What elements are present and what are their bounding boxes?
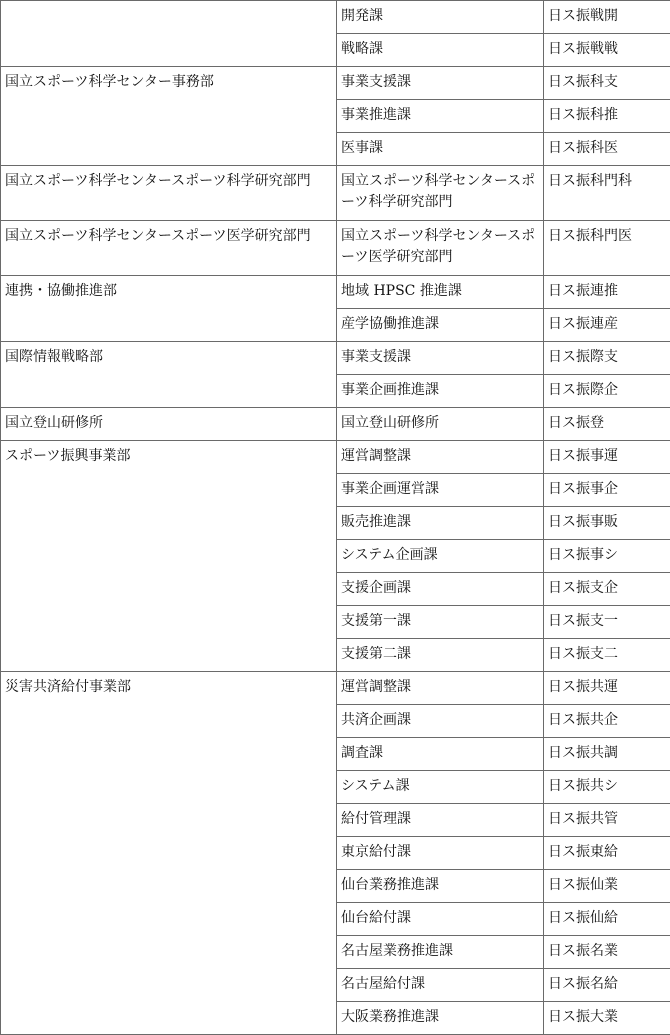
code-cell: 日ス振共シ bbox=[544, 771, 670, 804]
code-cell: 日ス振戦開 bbox=[544, 1, 670, 34]
code-cell: 日ス振連推 bbox=[544, 276, 670, 309]
section-cell: 支援第二課 bbox=[337, 639, 544, 672]
code-cell: 日ス振科支 bbox=[544, 67, 670, 100]
section-cell: システム企画課 bbox=[337, 540, 544, 573]
section-cell: 医事課 bbox=[337, 133, 544, 166]
code-cell: 日ス振登 bbox=[544, 408, 670, 441]
table-row bbox=[1, 67, 670, 100]
division-cell: 国立登山研修所 bbox=[1, 408, 337, 441]
code-cell: 日ス振共調 bbox=[544, 738, 670, 771]
code-cell: 日ス振共管 bbox=[544, 804, 670, 837]
section-cell: 仙台給付課 bbox=[337, 903, 544, 936]
table-row bbox=[1, 1, 670, 34]
division-cell bbox=[1, 1, 337, 67]
table-row bbox=[1, 408, 670, 441]
section-cell: 産学協働推進課 bbox=[337, 309, 544, 342]
table-row bbox=[1, 672, 670, 705]
table-row bbox=[1, 221, 670, 276]
section-cell: 事業支援課 bbox=[337, 67, 544, 100]
code-cell: 日ス振戦戦 bbox=[544, 34, 670, 67]
code-cell: 日ス振名業 bbox=[544, 936, 670, 969]
section-cell: 運営調整課 bbox=[337, 672, 544, 705]
table-body bbox=[1, 1, 670, 1035]
code-cell: 日ス振事シ bbox=[544, 540, 670, 573]
section-cell: 事業支援課 bbox=[337, 342, 544, 375]
table-row bbox=[1, 166, 670, 221]
code-cell: 日ス振事運 bbox=[544, 441, 670, 474]
division-cell: 連携・協働推進部 bbox=[1, 276, 337, 342]
code-cell: 日ス振東給 bbox=[544, 837, 670, 870]
code-cell: 日ス振大業 bbox=[544, 1002, 670, 1035]
section-cell: 事業推進課 bbox=[337, 100, 544, 133]
code-cell: 日ス振科医 bbox=[544, 133, 670, 166]
code-cell: 日ス振科門医 bbox=[544, 221, 670, 276]
section-cell: 国立登山研修所 bbox=[337, 408, 544, 441]
section-cell: 戦略課 bbox=[337, 34, 544, 67]
section-cell: 仙台業務推進課 bbox=[337, 870, 544, 903]
code-cell: 日ス振科推 bbox=[544, 100, 670, 133]
code-cell: 日ス振仙給 bbox=[544, 903, 670, 936]
section-cell: 名古屋給付課 bbox=[337, 969, 544, 1002]
section-cell: 支援企画課 bbox=[337, 573, 544, 606]
code-cell: 日ス振際企 bbox=[544, 375, 670, 408]
division-cell: 国立スポーツ科学センタースポーツ科学研究部門 bbox=[1, 166, 337, 221]
code-cell: 日ス振事販 bbox=[544, 507, 670, 540]
section-cell: 名古屋業務推進課 bbox=[337, 936, 544, 969]
division-cell: 国際情報戦略部 bbox=[1, 342, 337, 408]
code-cell: 日ス振名給 bbox=[544, 969, 670, 1002]
code-cell: 日ス振際支 bbox=[544, 342, 670, 375]
table-row bbox=[1, 441, 670, 474]
section-cell: 給付管理課 bbox=[337, 804, 544, 837]
section-cell: 共済企画課 bbox=[337, 705, 544, 738]
code-cell: 日ス振共運 bbox=[544, 672, 670, 705]
division-cell: スポーツ振興事業部 bbox=[1, 441, 337, 672]
division-cell: 国立スポーツ科学センタースポーツ医学研究部門 bbox=[1, 221, 337, 276]
section-cell: システム課 bbox=[337, 771, 544, 804]
table-row bbox=[1, 342, 670, 375]
code-cell: 日ス振支二 bbox=[544, 639, 670, 672]
section-cell: 調査課 bbox=[337, 738, 544, 771]
section-cell: 東京給付課 bbox=[337, 837, 544, 870]
section-cell: 大阪業務推進課 bbox=[337, 1002, 544, 1035]
division-cell: 災害共済給付事業部 bbox=[1, 672, 337, 1035]
code-cell: 日ス振事企 bbox=[544, 474, 670, 507]
division-cell: 国立スポーツ科学センター事務部 bbox=[1, 67, 337, 166]
section-cell: 運営調整課 bbox=[337, 441, 544, 474]
section-cell: 事業企画運営課 bbox=[337, 474, 544, 507]
section-cell: 国立スポーツ科学センタースポーツ医学研究部門 bbox=[337, 221, 544, 276]
section-cell: 開発課 bbox=[337, 1, 544, 34]
code-cell: 日ス振支一 bbox=[544, 606, 670, 639]
code-cell: 日ス振支企 bbox=[544, 573, 670, 606]
code-cell: 日ス振連産 bbox=[544, 309, 670, 342]
table-row bbox=[1, 276, 670, 309]
section-cell: 支援第一課 bbox=[337, 606, 544, 639]
section-cell: 国立スポーツ科学センタースポーツ科学研究部門 bbox=[337, 166, 544, 221]
section-cell: 事業企画推進課 bbox=[337, 375, 544, 408]
section-cell: 販売推進課 bbox=[337, 507, 544, 540]
code-cell: 日ス振共企 bbox=[544, 705, 670, 738]
section-cell: 地域 HPSC 推進課 bbox=[337, 276, 544, 309]
code-cell: 日ス振科門科 bbox=[544, 166, 670, 221]
code-cell: 日ス振仙業 bbox=[544, 870, 670, 903]
